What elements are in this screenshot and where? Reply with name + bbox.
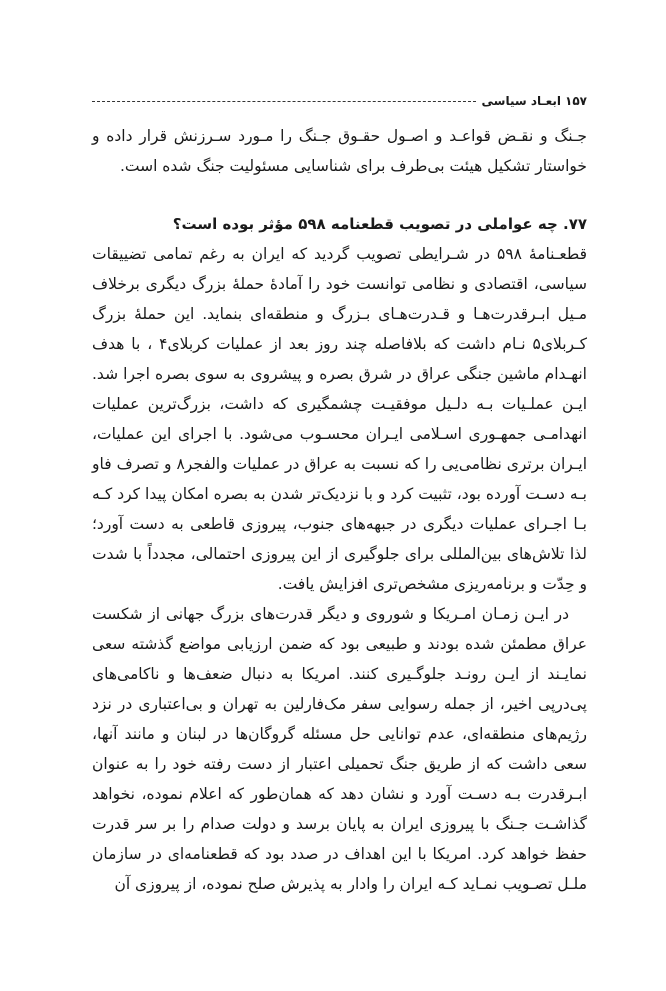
running-header [92, 92, 587, 110]
header-section-title: ابعـاد سیاسی [481, 94, 562, 108]
answer-paragraph-2: در ایـن زمـان امـریکا و شوروی و دیگر قدرت‌های بزرگ جهانی از شکست عراق مطمئن شده بودند و طبیعی بود که ضمن ارزیابی مواضع گذشته سعی نمایـند از ایـن رونـد جلوگـیری کنند. امریکا به دنبال ضعف‌ها و ناکامی‌های پی‌درپی اخیر، از جمله رسوایی سفر مک‌فارلین به تهران و بی‌اعتباری در نزد رژیم‌های منطقه‌ای، عدم توانایی حل مسئله گروگان‌ها در لبنان و مانند آنها، سعی داشت که از طریق جنگ تحمیلی اعتبار از دست رفته خود را به عنوان ابـرقدرت بـه دسـت آورد و نشان دهد که همان‌طور که اعلام نموده، نخواهد گذاشـت جـنگ با پیروزی ایران به پایان برسد و دولت صدام را بر سر قدرت حفظ خواهد کرد. امریکا با این اهداف در صدد بود که قطعنامه‌ای در سازمان ملـل تصـویب نمـاید کـه ایران را وادار به پذیرش صلح نموده، از پیروزی آن [92, 605, 587, 893]
page-body [92, 121, 587, 899]
header-page-number: ۱۵۷ [565, 94, 587, 108]
header-dashed-rule [92, 101, 476, 102]
question-heading: ۷۷. چه عواملی در تصویب قطعنامه ۵۹۸ مؤثر بوده است؟ [172, 215, 587, 233]
answer-paragraph-1: قطعـنامهٔ ۵۹۸ در شـرایطی تصویب گردید که ایران به رغم تمامی تضییقات سیاسی، اقتصادی و نظامی توانست خود را آمادهٔ حملهٔ بزرگ دیگری برخلاف مـیل ابـرقدرت‌هـا و قـدرت‌هـای بـزرگ و منطقه‌ای بنماید. این حملهٔ بزرگ کـربلای۵ نـام داشت که بلافاصله چند روز بعد از عملیات کربلای۴ ، با هدف انهـدام ماشین جنگی عراق در شرق بصره و پیشروی به سوی بصره اجرا شد. ایـن عملـیات بـه دلـیل موفقیـت چشمگیری که داشت، بزرگ‌ترین عملیات انهدامـی جمهـوری اسـلامی ایـران محسـوب می‌شود. با اجرای این عملیات، ایـران برتری نظامی‌یی را که نسبت به عراق در عملیات والفجر۸ و تصرف فاو بـه دسـت آورده بود، تثبیت کرد و با نزدیک‌تر شدن به بصره امکان پیدا کرد کـه بـا اجـرای عملیات دیگری در جبهه‌های جنوب، پیروزی قاطعی به دست آورد؛ لذا تلاش‌های بین‌المللی برای جلوگیری از این پیروزی احتمالی، مجدداً با شدت و حِدّت و برنامه‌ریزی مشخص‌تری افزایش یافت. [92, 245, 587, 593]
lead-paragraph: جـنگ و نقـض قواعـد و اصـول حقـوق جـنگ را مـورد سـرزنش قرار داده و خواستار تشکیل هیئت بی‌طرف برای شناسایی مسئولیت جنگ شده است. [92, 127, 587, 175]
